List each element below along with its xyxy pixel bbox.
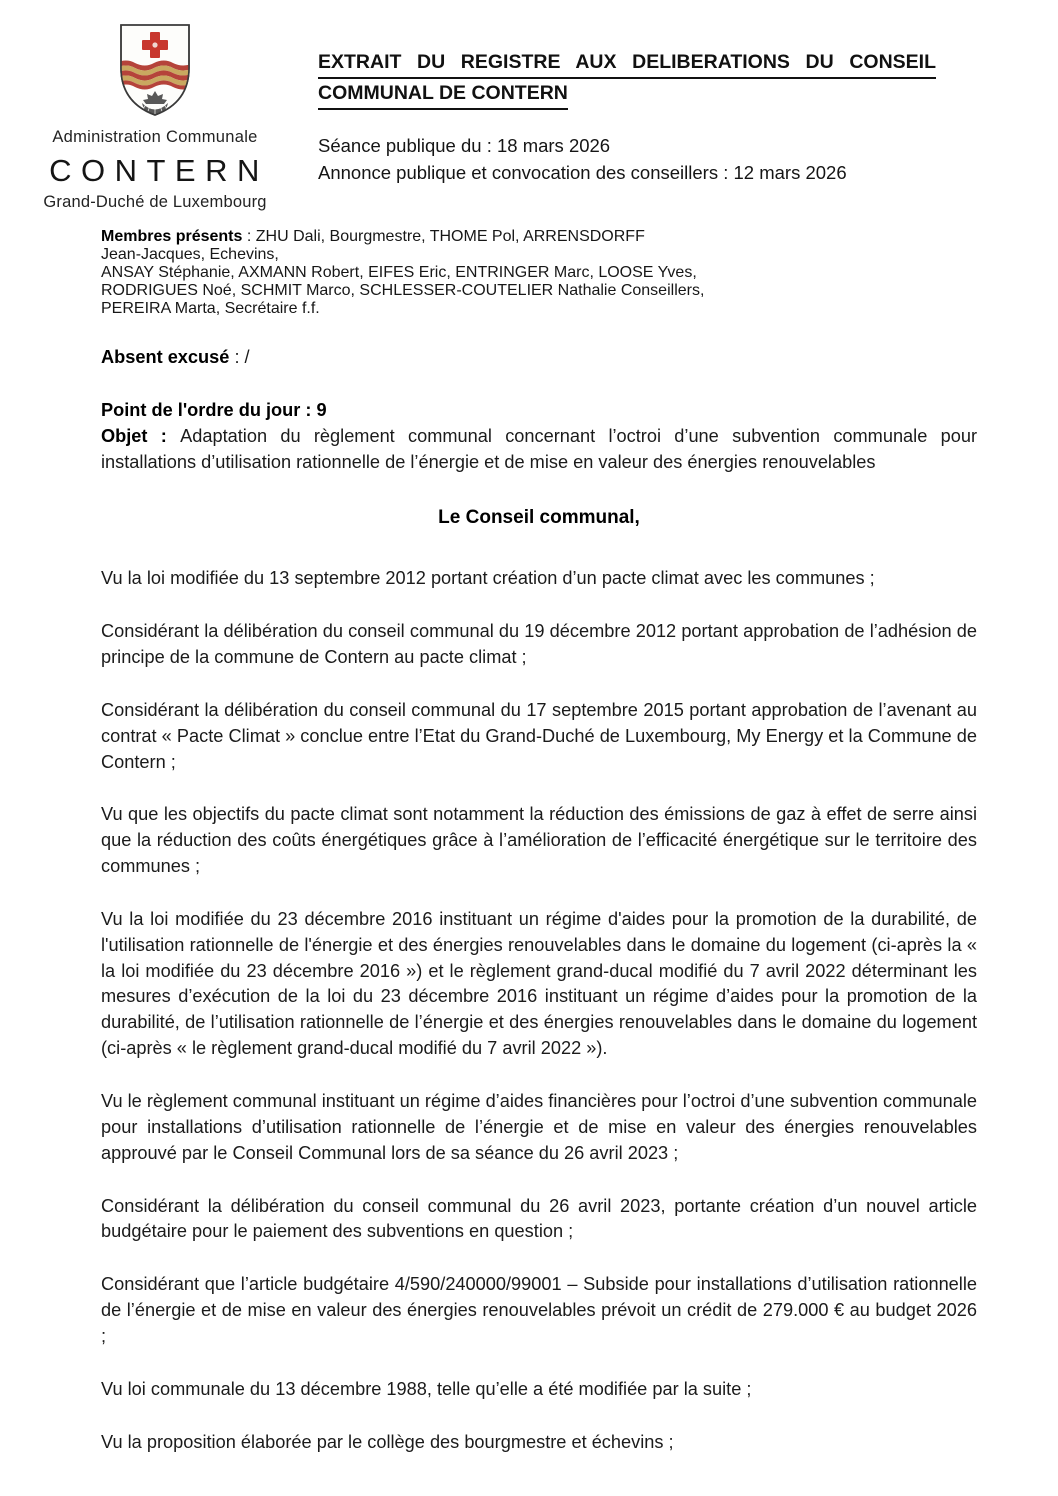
session-info bbox=[318, 132, 936, 187]
document-body bbox=[101, 228, 977, 1455]
absent-excused-label: Absent excusé bbox=[101, 347, 230, 367]
recital-paragraph-5: Vu la loi modifiée du 23 décembre 2016 instituant un régime d'aides pour la promotion de la durabilité, de l'utilisation rationnelle de l'énergie et des énergies renouvelables dans le domaine du logement (ci-après la « la loi modifiée du 23 décembre 2016 ») et le règlement grand-ducal modifié du 7 avril 2022 déterminant les mesures d’exécution de la loi du 23 décembre 2016 instituant un régime d’aides pour la promotion de la durabilité, de l’utilisation rationnelle de l’énergie et des énergies renouvelables dans le domaine du logement (ci-après « le règlement grand-ducal modifié du 7 avril 2022 »). bbox=[101, 908, 977, 1059]
recital-paragraph-7: Considérant la délibération du conseil communal du 26 avril 2023, portante création d’un nouvel article budgétaire pour le paiement des subventions en question ; bbox=[101, 1195, 977, 1242]
recital-paragraph-4: Vu que les objectifs du pacte climat sont notamment la réduction des émissions de gaz à effet de serre ainsi que la réduction des coûts énergétiques grâce à l’amélioration de l’efficacité énergétique sur le territoire des communes ; bbox=[101, 804, 977, 877]
agenda-point-line bbox=[101, 398, 977, 424]
absent-excused-line bbox=[101, 345, 977, 371]
recital-paragraph-8: Considérant que l’article budgétaire 4/590/240000/99001 – Subside pour installations d’utilisation rationnelle de l’énergie et de mise en valeur des énergies renouvelables prévoit un crédit de 279.000 € au budget 2026 ; bbox=[101, 1274, 977, 1346]
absent-excused-value: : / bbox=[229, 347, 250, 367]
agenda-objet-separator: : bbox=[147, 425, 181, 446]
letterhead-country-line: Grand-Duché de Luxembourg bbox=[43, 192, 267, 211]
letterhead-admin-line: Administration Communale bbox=[52, 128, 258, 146]
recital-paragraph-3: Considérant la délibération du conseil communal du 17 septembre 2015 portant approbation de l’avenant au contrat « Pacte Climat » conclue entre l’Etat du Grand-Duché de Luxembourg, My Energy et la Commune de Contern ; bbox=[101, 699, 977, 772]
members-present-line-3: ANSAY Stéphanie, AXMANN Robert, EIFES Eric, ENTRINGER Marc, LOOSE Yves, bbox=[101, 264, 697, 281]
council-heading: Le Conseil communal, bbox=[438, 507, 640, 529]
members-present-block bbox=[101, 228, 977, 318]
announcement-date-line: Annonce publique et convocation des conseillers : 12 mars 2026 bbox=[318, 162, 847, 184]
recital-paragraph-6: Vu le règlement communal instituant un régime d’aides financières pour l’octroi d’une subvention communale pour installations d’utilisation rationnelle de l’énergie et de mise en valeur des énergies renouvelables approuvé par le Conseil Communal lors de sa séance du 26 avril 2023 ; bbox=[101, 1091, 977, 1163]
agenda-point-label: Point de l'ordre du jour : 9 bbox=[101, 399, 327, 420]
agenda-objet-text: Adaptation du règlement communal concernant l’octroi d’une subvention communale pour installations d’utilisation rationnelle de l’énergie et de mise en valeur des énergies renouvelables bbox=[101, 425, 978, 472]
agenda-objet-label: Objet bbox=[101, 425, 148, 446]
session-date-line: Séance publique du : 18 mars 2026 bbox=[318, 134, 611, 156]
page-title-line2: COMMUNAL DE CONTERN bbox=[318, 81, 568, 110]
recital-paragraph-2: Considérant la délibération du conseil communal du 19 décembre 2012 portant approbation de l’adhésion de principe de la commune de Contern au pacte climat ; bbox=[101, 621, 977, 668]
members-present-line-2: Jean-Jacques, Echevins, bbox=[101, 246, 279, 263]
letterhead bbox=[30, 22, 280, 212]
members-present-line-1 bbox=[101, 228, 977, 246]
members-present-line-5: PEREIRA Marta, Secrétaire f.f. bbox=[101, 300, 320, 317]
recital-paragraph-9: Vu loi communale du 13 décembre 1988, telle qu’elle a été modifiée par la suite ; bbox=[101, 1378, 752, 1399]
recital-paragraph-10: Vu la proposition élaborée par le collège des bourgmestre et échevins ; bbox=[101, 1431, 674, 1452]
recital-paragraph-1: Vu la loi modifiée du 13 septembre 2012 portant création d’un pacte climat avec les communes ; bbox=[101, 568, 875, 589]
page-title bbox=[318, 50, 936, 110]
members-present-line-4: RODRIGUES Noé, SCHMIT Marco, SCHLESSER-COUTELIER Nathalie Conseillers, bbox=[101, 282, 705, 299]
page-title-line1: EXTRAIT DU REGISTRE AUX DELIBERATIONS DU CONSEIL bbox=[318, 50, 936, 79]
coat-of-arms-icon bbox=[116, 22, 194, 118]
members-present-label: Membres présents bbox=[101, 228, 243, 245]
agenda-objet-line bbox=[101, 424, 977, 476]
members-present-names-1: ZHU Dali, Bourgmestre, THOME Pol, ARRENSDORFF bbox=[255, 228, 645, 245]
letterhead-commune-name: CONTERN bbox=[49, 152, 269, 188]
members-present-separator: : bbox=[242, 228, 256, 245]
document-header bbox=[318, 50, 936, 187]
